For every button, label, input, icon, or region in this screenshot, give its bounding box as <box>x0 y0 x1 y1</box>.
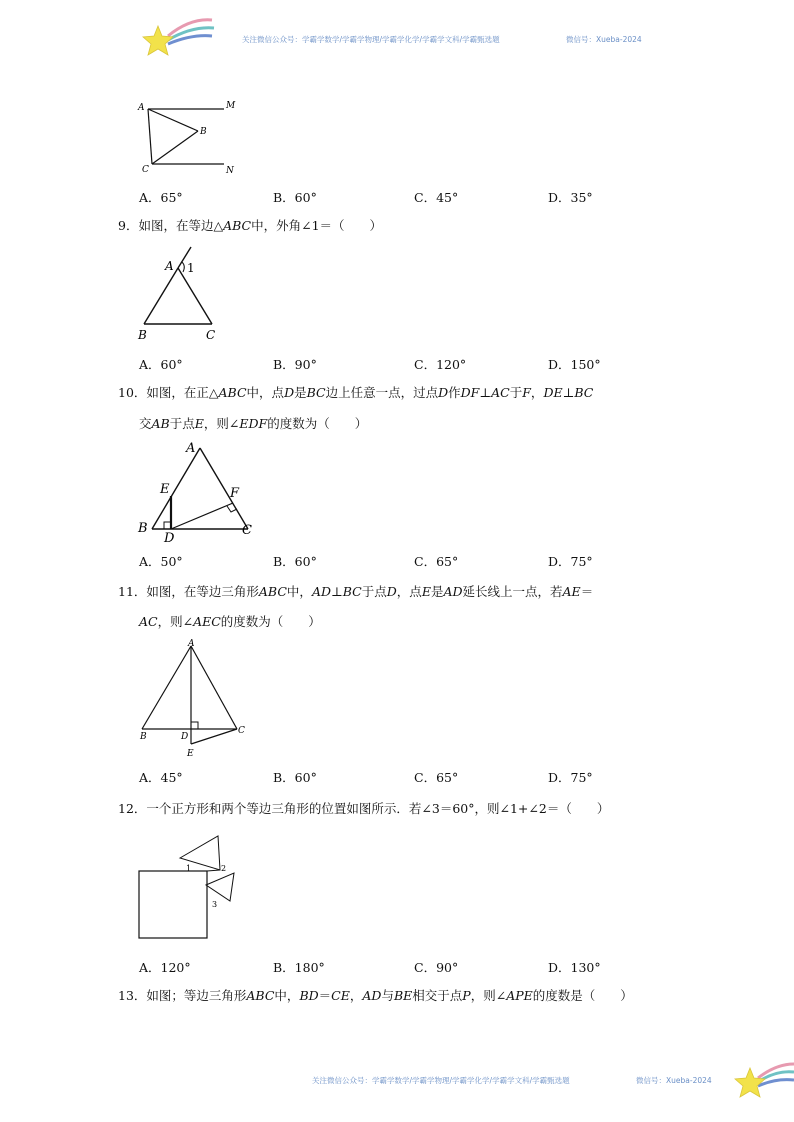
q10-option-b: B．60° <box>273 554 317 569</box>
q10-figure <box>134 436 264 546</box>
q8-option-d: D．35° <box>548 190 593 205</box>
q8-label-b: B <box>200 127 207 137</box>
q11-option-a: A．45° <box>139 770 183 785</box>
q10-option-a: A．50° <box>139 554 183 569</box>
header-wechat: 微信号：Xueba-2024 <box>566 35 642 44</box>
q10-label-c: C <box>242 523 252 538</box>
q9-option-b: B．90° <box>273 357 317 372</box>
q11-option-b: B．60° <box>273 770 317 785</box>
q10-option-d: D．75° <box>548 554 593 569</box>
footer-logo <box>730 1058 794 1102</box>
q10-label-b: B <box>138 521 148 536</box>
q9-option-c: C．120° <box>414 357 467 372</box>
q11-label-c: C <box>238 726 245 736</box>
q11-option-c: C．65° <box>414 770 459 785</box>
q11-label-e: E <box>187 749 194 759</box>
q12-label-1: 1 <box>186 864 192 873</box>
q12-option-a: A．120° <box>139 960 191 975</box>
q8-option-c: C．45° <box>414 190 459 205</box>
q8-figure <box>136 98 246 178</box>
q10-label-a: A <box>186 441 196 456</box>
q12-label-2: 2 <box>221 864 227 873</box>
header-text: 关注微信公众号：学霸学数学/学霸学物理/学霸学化学/学霸学文科/学霸甄选题 <box>242 35 500 44</box>
header-logo <box>138 14 218 60</box>
q12-text: 12．一个正方形和两个等边三角形的位置如图所示．若∠3＝60°，则∠1+∠2＝（ ） <box>118 801 610 816</box>
q9-label-c: C <box>206 328 216 342</box>
q12-figure <box>134 828 244 944</box>
footer-text: 关注微信公众号：学霸学数学/学霸学物理/学霸学化学/学霸学文科/学霸甄选题 <box>312 1076 570 1085</box>
q11-option-d: D．75° <box>548 770 593 785</box>
q9-label-a: A <box>165 259 174 273</box>
q10-option-c: C．65° <box>414 554 459 569</box>
q10-label-f: F <box>230 486 240 501</box>
q11-label-b: B <box>140 732 147 742</box>
q12-option-c: C．90° <box>414 960 459 975</box>
q9-figure <box>134 244 234 344</box>
q11-label-a: A <box>188 639 195 649</box>
q10-text-line1: 10．如图，在正△ABC中，点D是BC边上任意一点，过点D作DF⊥AC于F，DE⊥BC <box>118 385 594 400</box>
q8-label-n: N <box>226 166 234 176</box>
q12-option-b: B．180° <box>273 960 325 975</box>
q8-option-a: A．65° <box>139 190 183 205</box>
q13-text: 13．如图；等边三角形ABC中，BD＝CE，AD与BE相交于点P，则∠APE的度数是（ ） <box>118 988 633 1003</box>
q8-label-m: M <box>226 101 236 111</box>
q9-text: 9．如图，在等边△ABC中，外角∠1＝（ ） <box>118 218 383 233</box>
q10-label-e: E <box>160 482 170 497</box>
footer-wechat: 微信号：Xueba-2024 <box>636 1076 712 1085</box>
q8-label-c: C <box>142 165 149 175</box>
q8-label-a: A <box>138 103 145 113</box>
q10-text-line2: 交AB于点E，则∠EDF的度数为（ ） <box>139 416 368 431</box>
q10-label-d: D <box>164 531 175 546</box>
q9-label-1: 1 <box>187 261 195 275</box>
q11-text-line2: AC，则∠AEC的度数为（ ） <box>139 614 321 629</box>
q8-option-b: B．60° <box>273 190 317 205</box>
q12-option-d: D．130° <box>548 960 601 975</box>
q9-label-b: B <box>138 328 147 342</box>
q9-option-a: A．60° <box>139 357 183 372</box>
q11-text-line1: 11．如图，在等边三角形ABC中，AD⊥BC于点D，点E是AD延长线上一点，若AE＝ <box>118 584 594 599</box>
q11-figure <box>134 636 254 762</box>
q12-label-3: 3 <box>212 900 218 909</box>
q11-label-d: D <box>181 732 189 742</box>
q9-option-d: D．150° <box>548 357 601 372</box>
